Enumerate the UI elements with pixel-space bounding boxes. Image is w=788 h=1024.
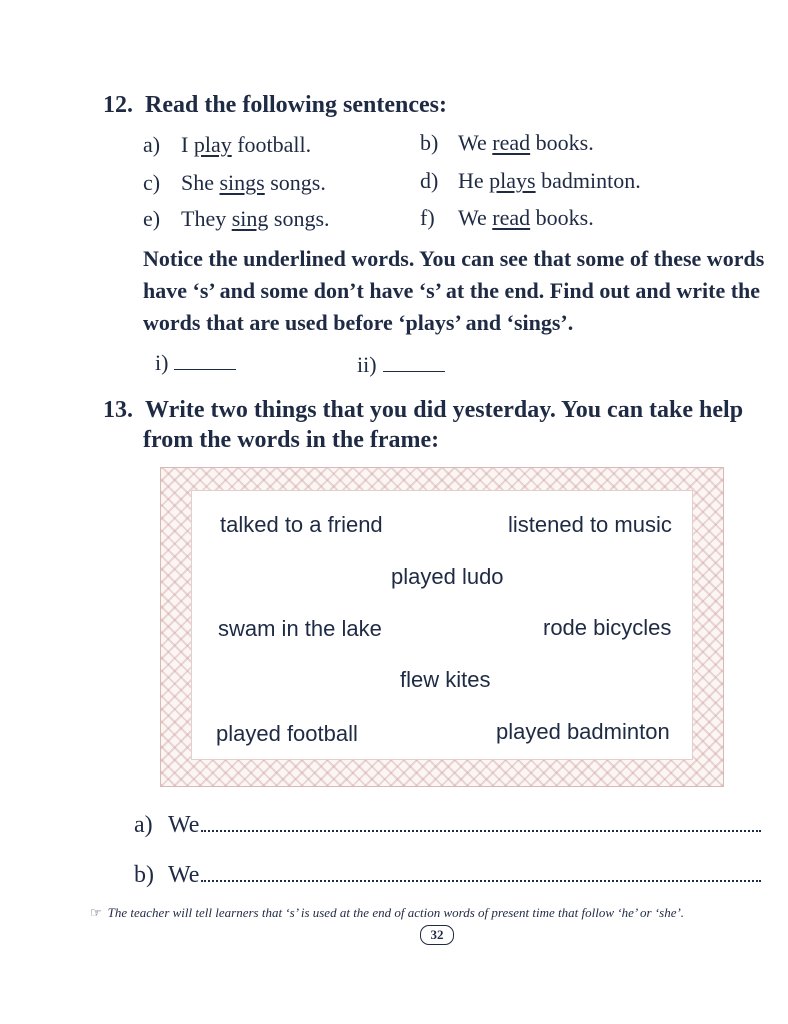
answer-blank[interactable]	[174, 355, 236, 370]
sentence-post: football.	[231, 132, 312, 157]
answer-row-a	[134, 812, 761, 839]
sentence-e	[143, 206, 330, 232]
sentence-post: badminton.	[535, 168, 641, 193]
page-number: 32	[420, 925, 454, 945]
question-title: Write two things that you did yesterday. You can take help	[145, 397, 744, 423]
answer-label: b)	[134, 862, 154, 888]
question-title-line2: from the words in the frame:	[143, 427, 440, 453]
footnote-text: The teacher will tell learners that ‘s’ is used at the end of action words of present time that follow ‘he’ or ‘she’.	[107, 905, 685, 920]
answer-start: We	[168, 812, 200, 838]
answer-row-b	[134, 862, 761, 889]
answer-dotted-line[interactable]	[201, 824, 761, 832]
sentence-post: songs.	[268, 206, 330, 231]
question-number: 12.	[103, 92, 133, 118]
sentence-label: d)	[420, 168, 439, 193]
question-13-heading	[103, 397, 743, 424]
blank-label: i)	[155, 350, 169, 375]
sentence-pre: They	[181, 206, 232, 231]
answer-start: We	[168, 862, 200, 888]
sentence-d	[420, 168, 641, 194]
answer-dotted-line[interactable]	[201, 874, 761, 882]
blank-ii	[357, 352, 445, 378]
blank-i	[155, 350, 236, 376]
sentence-pre: I	[181, 132, 194, 157]
question-number: 13.	[103, 397, 133, 423]
sentence-label: c)	[143, 170, 161, 195]
frame-word: flew kites	[400, 667, 491, 692]
sentence-pre: We	[458, 130, 493, 155]
blank-label: ii)	[357, 352, 377, 377]
question-12-heading	[103, 92, 447, 119]
underlined-word: sings	[219, 170, 265, 195]
sentence-f	[420, 205, 594, 231]
answer-blank[interactable]	[383, 357, 445, 372]
underlined-word: read	[492, 205, 531, 230]
underlined-word: plays	[489, 168, 536, 193]
frame-word: played ludo	[391, 564, 504, 589]
question-title: Read the following sentences:	[145, 92, 447, 118]
sentence-label: b)	[420, 130, 439, 155]
frame-word: swam in the lake	[218, 616, 382, 641]
sentence-pre: We	[458, 205, 493, 230]
pointing-hand-icon: ☞	[90, 905, 102, 920]
sentence-post: books.	[530, 205, 594, 230]
teacher-footnote	[90, 905, 684, 921]
sentence-a	[143, 132, 311, 158]
frame-word: played badminton	[496, 719, 670, 744]
sentence-post: books.	[530, 130, 594, 155]
word-frame	[160, 467, 724, 787]
sentence-label: a)	[143, 132, 161, 157]
sentence-post: songs.	[264, 170, 326, 195]
underlined-word: read	[492, 130, 531, 155]
sentence-label: e)	[143, 206, 161, 231]
frame-word: talked to a friend	[220, 512, 383, 537]
sentence-pre: He	[458, 168, 490, 193]
sentence-c	[143, 170, 326, 196]
sentence-label: f)	[420, 205, 435, 230]
frame-word: rode bicycles	[543, 615, 672, 640]
frame-word: listened to music	[508, 512, 672, 537]
underlined-word: play	[193, 132, 232, 157]
frame-word: played football	[216, 721, 358, 746]
sentence-b	[420, 130, 594, 156]
underlined-word: sing	[231, 206, 269, 231]
notice-instructions: Notice the underlined words. You can see that some of these words have ‘s’ and some don’t have ‘s’ at the end. Find out and write the words that are used before ‘plays’ and ‘sings’.	[143, 246, 765, 335]
sentence-pre: She	[181, 170, 220, 195]
answer-label: a)	[134, 812, 153, 838]
